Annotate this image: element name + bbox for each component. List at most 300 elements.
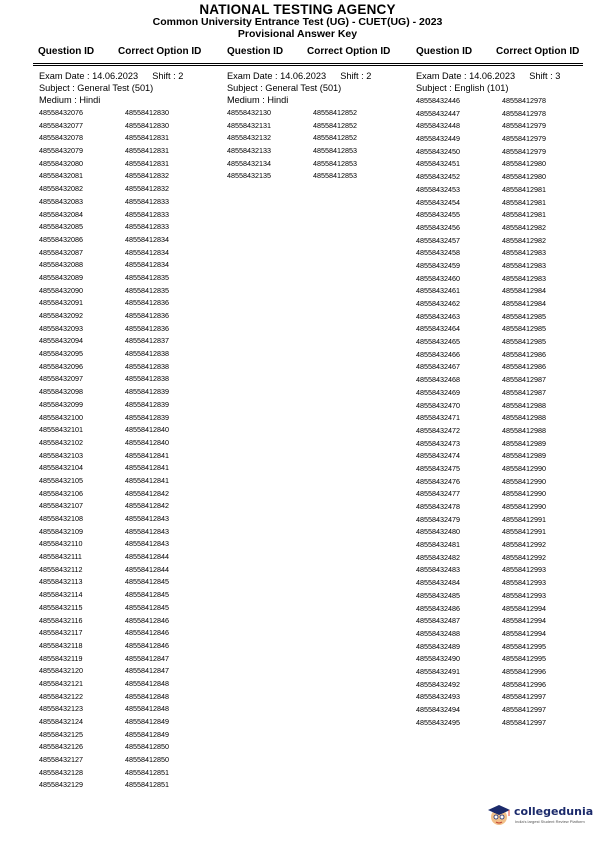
correct-option-id: 48558412830 [125, 120, 169, 130]
correct-option-id: 48558412984 [502, 299, 546, 308]
correct-option-id: 48558412992 [502, 552, 546, 562]
exam-date: Exam Date : 14.06.2023 [39, 71, 139, 81]
table-row [416, 691, 560, 704]
table-row [39, 462, 183, 475]
question-id: 48558432112 [39, 564, 83, 574]
question-id: 48558432108 [39, 514, 83, 523]
table-row [416, 146, 560, 159]
correct-option-id: 48558412981 [502, 210, 546, 220]
question-id: 48558432457 [416, 235, 460, 245]
correct-option-id: 48558412983 [502, 260, 546, 270]
logo-wordmark: collegedunia [514, 805, 594, 818]
question-id: 48558432087 [39, 247, 83, 257]
table-row [39, 259, 183, 272]
question-id: 48558432493 [416, 692, 460, 702]
correct-option-id: 48558412834 [125, 260, 169, 270]
question-id: 48558432488 [416, 628, 460, 638]
table-row [39, 475, 183, 488]
table-row [416, 552, 560, 565]
table-row [39, 386, 183, 399]
correct-option-id: 48558412993 [502, 565, 546, 575]
table-row [416, 209, 560, 222]
question-id: 48558432453 [416, 184, 460, 194]
table-row [39, 602, 183, 615]
table-row [416, 247, 560, 260]
table-row [416, 108, 560, 121]
table-row [39, 424, 183, 437]
table-row [39, 665, 183, 678]
answer-column-2 [227, 70, 371, 183]
exam-medium: Medium : Hindi [227, 95, 289, 105]
question-id: 48558432101 [39, 425, 83, 435]
table-row [416, 577, 560, 590]
table-row [39, 500, 183, 513]
table-row [39, 450, 183, 463]
question-id: 48558432120 [39, 666, 83, 676]
answer-rows [39, 107, 183, 792]
question-id: 48558432478 [416, 502, 460, 511]
question-id: 48558432115 [39, 602, 83, 612]
exam-shift: Shift : 3 [529, 71, 561, 81]
table-row [416, 222, 560, 235]
question-id: 48558432487 [416, 616, 460, 626]
correct-option-id: 48558412845 [125, 602, 169, 612]
question-id: 48558432111 [39, 552, 82, 562]
correct-option-id: 48558412838 [125, 361, 169, 371]
table-row [416, 171, 560, 184]
question-id: 48558432480 [416, 527, 460, 537]
question-id: 48558432456 [416, 222, 460, 232]
exam-meta-line [227, 70, 371, 82]
question-id: 48558432470 [416, 400, 460, 410]
question-id: 48558432081 [39, 171, 83, 181]
table-row [416, 158, 560, 171]
correct-option-id: 48558412847 [125, 666, 169, 676]
table-row [416, 488, 560, 501]
correct-option-id: 48558412835 [125, 272, 169, 282]
column-header-correct-option-3: Correct Option ID [496, 46, 580, 57]
question-id: 48558432118 [39, 640, 83, 650]
table-row [416, 641, 560, 654]
correct-option-id: 48558412839 [125, 387, 169, 397]
correct-option-id: 48558412844 [125, 564, 169, 574]
correct-option-id: 48558412994 [502, 616, 546, 626]
question-id: 48558432091 [39, 298, 83, 308]
table-row [39, 741, 183, 754]
correct-option-id: 48558412853 [313, 171, 357, 181]
table-row [416, 412, 560, 425]
answer-rows [227, 107, 371, 183]
table-row [416, 374, 560, 387]
table-row [39, 653, 183, 666]
correct-option-id: 48558412984 [502, 286, 546, 296]
question-id: 48558432133 [227, 146, 271, 156]
question-id: 48558432109 [39, 526, 83, 536]
question-id: 48558432451 [416, 159, 460, 169]
question-id: 48558432466 [416, 349, 460, 359]
table-row [39, 221, 183, 234]
correct-option-id: 48558412843 [125, 526, 169, 536]
table-row [39, 196, 183, 209]
question-id: 48558432476 [416, 476, 460, 486]
table-row [227, 120, 371, 133]
exam-shift: Shift : 2 [152, 71, 184, 81]
question-id: 48558432105 [39, 475, 83, 485]
table-row [39, 412, 183, 425]
correct-option-id: 48558412990 [502, 476, 546, 486]
question-id: 48558432468 [416, 375, 460, 385]
exam-subject: Subject : General Test (501) [227, 83, 342, 93]
table-row [416, 285, 560, 298]
correct-option-id: 48558412846 [125, 640, 169, 650]
table-row [39, 640, 183, 653]
correct-option-id: 48558412834 [125, 234, 169, 244]
table-row [39, 399, 183, 412]
correct-option-id: 48558412848 [125, 678, 169, 688]
table-row [416, 400, 560, 413]
column-header-question-id-1: Question ID [38, 46, 95, 57]
question-id: 48558432117 [39, 628, 83, 638]
table-row [39, 297, 183, 310]
table-row [416, 349, 560, 362]
correct-option-id: 48558412987 [502, 387, 546, 397]
question-id: 48558432116 [39, 615, 83, 625]
correct-option-id: 48558412995 [502, 654, 546, 664]
question-id: 48558432098 [39, 387, 83, 397]
table-row [416, 184, 560, 197]
correct-option-id: 48558412979 [502, 146, 546, 156]
question-id: 48558432122 [39, 691, 83, 701]
table-row [416, 133, 560, 146]
table-row [39, 209, 183, 222]
table-row [39, 513, 183, 526]
table-row [227, 107, 371, 120]
table-row [227, 132, 371, 145]
question-id: 48558432132 [227, 133, 271, 143]
correct-option-id: 48558412852 [313, 133, 357, 143]
question-id: 48558432131 [227, 120, 271, 130]
exam-subject: Subject : General Test (501) [39, 83, 154, 93]
question-id: 48558432465 [416, 337, 460, 347]
question-id: 48558432103 [39, 450, 83, 460]
table-row [416, 704, 560, 717]
question-id: 48558432106 [39, 488, 83, 498]
correct-option-id: 48558412850 [125, 755, 169, 765]
table-row [39, 526, 183, 539]
question-id: 48558432454 [416, 197, 460, 207]
question-id: 48558432477 [416, 489, 460, 499]
correct-option-id: 48558412831 [125, 158, 169, 168]
table-row [416, 564, 560, 577]
question-id: 48558432113 [39, 577, 83, 587]
exam-date: Exam Date : 14.06.2023 [416, 71, 516, 81]
table-row [39, 348, 183, 361]
correct-option-id: 48558412997 [502, 717, 546, 727]
correct-option-id: 48558412841 [125, 463, 169, 473]
question-id: 48558432097 [39, 374, 83, 384]
correct-option-id: 48558412833 [125, 209, 169, 219]
correct-option-id: 48558412850 [125, 742, 169, 752]
table-row [39, 107, 183, 120]
correct-option-id: 48558412985 [502, 324, 546, 334]
correct-option-id: 48558412997 [502, 705, 546, 714]
logo-tagline: India's largest Student Review Platform [515, 819, 585, 824]
correct-option-id: 48558412983 [502, 248, 546, 258]
question-id: 48558432461 [416, 286, 460, 296]
correct-option-id: 48558412836 [125, 298, 169, 308]
correct-option-id: 48558412980 [502, 159, 546, 169]
correct-option-id: 48558412993 [502, 590, 546, 600]
correct-option-id: 48558412842 [125, 488, 169, 498]
question-id: 48558432486 [416, 603, 460, 613]
correct-option-id: 48558412852 [313, 108, 357, 117]
question-id: 48558432129 [39, 780, 83, 790]
correct-option-id: 48558412845 [125, 590, 169, 600]
question-id: 48558432494 [416, 705, 460, 714]
question-id: 48558432121 [39, 678, 83, 688]
exam-meta-line [39, 70, 183, 82]
table-row [39, 627, 183, 640]
correct-option-id: 48558412987 [502, 375, 546, 385]
question-id: 48558432080 [39, 158, 83, 168]
table-row [39, 310, 183, 323]
question-id: 48558432463 [416, 311, 460, 321]
correct-option-id: 48558412836 [125, 311, 169, 320]
question-id: 48558432107 [39, 501, 83, 511]
correct-option-id: 48558412985 [502, 337, 546, 347]
question-id: 48558432128 [39, 767, 83, 777]
table-row [39, 145, 183, 158]
correct-option-id: 48558412837 [125, 336, 169, 346]
table-row [416, 425, 560, 438]
answer-rows [416, 95, 560, 729]
question-id: 48558432490 [416, 654, 460, 664]
correct-option-id: 48558412993 [502, 578, 546, 588]
correct-option-id: 48558412994 [502, 603, 546, 613]
correct-option-id: 48558412848 [125, 704, 169, 714]
correct-option-id: 48558412838 [125, 374, 169, 384]
correct-option-id: 48558412994 [502, 628, 546, 638]
correct-option-id: 48558412839 [125, 412, 169, 422]
question-id: 48558432119 [39, 653, 83, 663]
table-row [416, 361, 560, 374]
table-row [416, 95, 560, 108]
correct-option-id: 48558412835 [125, 285, 169, 295]
table-row [227, 145, 371, 158]
header-rule-bottom [33, 65, 583, 66]
correct-option-id: 48558412982 [502, 235, 546, 245]
table-row [39, 691, 183, 704]
question-id: 48558432446 [416, 96, 460, 105]
exam-shift: Shift : 2 [340, 71, 372, 81]
question-id: 48558432458 [416, 248, 460, 258]
question-id: 48558432110 [39, 539, 83, 549]
table-row [39, 779, 183, 792]
table-row [39, 132, 183, 145]
table-row [39, 703, 183, 716]
table-row [39, 335, 183, 348]
question-id: 48558432078 [39, 133, 83, 143]
correct-option-id: 48558412990 [502, 463, 546, 473]
correct-option-id: 48558412979 [502, 121, 546, 131]
correct-option-id: 48558412839 [125, 399, 169, 409]
table-row [39, 716, 183, 729]
question-id: 48558432467 [416, 362, 460, 372]
correct-option-id: 48558412992 [502, 540, 546, 550]
question-id: 48558432093 [39, 323, 83, 333]
question-id: 48558432086 [39, 234, 83, 244]
correct-option-id: 48558412840 [125, 425, 169, 435]
table-row [39, 754, 183, 767]
table-row [39, 158, 183, 171]
table-row [416, 235, 560, 248]
question-id: 48558432447 [416, 108, 460, 118]
correct-option-id: 48558412831 [125, 146, 169, 156]
correct-option-id: 48558412830 [125, 108, 169, 117]
question-id: 48558432076 [39, 108, 83, 117]
table-row [39, 285, 183, 298]
correct-option-id: 48558412991 [502, 514, 546, 524]
correct-option-id: 48558412853 [313, 146, 357, 156]
table-row [416, 603, 560, 616]
table-row [416, 438, 560, 451]
correct-option-id: 48558412989 [502, 451, 546, 461]
correct-option-id: 48558412981 [502, 197, 546, 207]
question-id: 48558432130 [227, 108, 271, 117]
correct-option-id: 48558412978 [502, 108, 546, 118]
question-id: 48558432481 [416, 540, 460, 550]
table-row [416, 298, 560, 311]
correct-option-id: 48558412843 [125, 514, 169, 523]
header-rule-top [33, 63, 583, 64]
correct-option-id: 48558412842 [125, 501, 169, 511]
correct-option-id: 48558412988 [502, 400, 546, 410]
exam-subject: Subject : English (101) [416, 83, 509, 93]
table-row [39, 361, 183, 374]
question-id: 48558432472 [416, 425, 460, 435]
question-id: 48558432082 [39, 184, 83, 194]
table-row [39, 678, 183, 691]
correct-option-id: 48558412986 [502, 349, 546, 359]
question-id: 48558432096 [39, 361, 83, 371]
table-row [39, 373, 183, 386]
question-id: 48558432474 [416, 451, 460, 461]
exam-meta-line [416, 70, 560, 82]
correct-option-id: 48558412852 [313, 120, 357, 130]
correct-option-id: 48558412851 [125, 767, 169, 777]
question-id: 48558432100 [39, 412, 83, 422]
table-row [39, 488, 183, 501]
correct-option-id: 48558412833 [125, 196, 169, 206]
table-row [416, 501, 560, 514]
column-header-question-id-3: Question ID [416, 46, 473, 57]
table-row [416, 120, 560, 133]
table-row [39, 538, 183, 551]
correct-option-id: 48558412982 [502, 222, 546, 232]
table-row [227, 170, 371, 183]
question-id: 48558432092 [39, 311, 83, 320]
exam-name: Common University Entrance Test (UG) - CUET(UG) - 2023 [152, 16, 443, 28]
correct-option-id: 48558412980 [502, 172, 546, 182]
question-id: 48558432094 [39, 336, 83, 346]
correct-option-id: 48558412849 [125, 717, 169, 726]
correct-option-id: 48558412989 [502, 438, 546, 448]
question-id: 48558432452 [416, 172, 460, 182]
question-id: 48558432485 [416, 590, 460, 600]
correct-option-id: 48558412844 [125, 552, 169, 562]
table-row [416, 197, 560, 210]
correct-option-id: 48558412849 [125, 729, 169, 739]
question-id: 48558432449 [416, 134, 460, 144]
table-row [416, 653, 560, 666]
question-id: 48558432123 [39, 704, 83, 714]
question-id: 48558432462 [416, 299, 460, 308]
correct-option-id: 48558412988 [502, 425, 546, 435]
exam-date: Exam Date : 14.06.2023 [227, 71, 327, 81]
question-id: 48558432089 [39, 272, 83, 282]
table-row [39, 589, 183, 602]
table-row [416, 679, 560, 692]
table-row [39, 729, 183, 742]
correct-option-id: 48558412848 [125, 691, 169, 701]
question-id: 48558432484 [416, 578, 460, 588]
correct-option-id: 48558412833 [125, 222, 169, 232]
table-row [416, 260, 560, 273]
question-id: 48558432469 [416, 387, 460, 397]
correct-option-id: 48558412841 [125, 475, 169, 485]
correct-option-id: 48558412995 [502, 641, 546, 651]
exam-medium: Medium : Hindi [39, 95, 101, 105]
question-id: 48558432448 [416, 121, 460, 131]
table-row [227, 158, 371, 171]
question-id: 48558432079 [39, 146, 83, 156]
correct-option-id: 48558412834 [125, 247, 169, 257]
answer-column-3 [416, 70, 560, 729]
table-row [416, 336, 560, 349]
table-row [416, 311, 560, 324]
table-row [416, 628, 560, 641]
table-row [416, 450, 560, 463]
column-header-correct-option-1: Correct Option ID [118, 46, 202, 57]
correct-option-id: 48558412990 [502, 502, 546, 511]
correct-option-id: 48558412845 [125, 577, 169, 587]
table-row [416, 273, 560, 286]
question-id: 48558432482 [416, 552, 460, 562]
table-row [39, 615, 183, 628]
table-row [39, 170, 183, 183]
table-row [39, 234, 183, 247]
correct-option-id: 48558412988 [502, 413, 546, 423]
question-id: 48558432088 [39, 260, 83, 270]
correct-option-id: 48558412846 [125, 615, 169, 625]
column-header-correct-option-2: Correct Option ID [307, 46, 391, 57]
question-id: 48558432090 [39, 285, 83, 295]
correct-option-id: 48558412836 [125, 323, 169, 333]
question-id: 48558432085 [39, 222, 83, 232]
question-id: 48558432114 [39, 590, 83, 600]
question-id: 48558432084 [39, 209, 83, 219]
question-id: 48558432483 [416, 565, 460, 575]
correct-option-id: 48558412840 [125, 437, 169, 447]
question-id: 48558432464 [416, 324, 460, 334]
correct-option-id: 48558412847 [125, 653, 169, 663]
correct-option-id: 48558412978 [502, 96, 546, 105]
question-id: 48558432495 [416, 717, 460, 727]
graduate-mascot-icon [486, 802, 512, 828]
correct-option-id: 48558412985 [502, 311, 546, 321]
question-id: 48558432134 [227, 158, 271, 168]
table-row [39, 247, 183, 260]
